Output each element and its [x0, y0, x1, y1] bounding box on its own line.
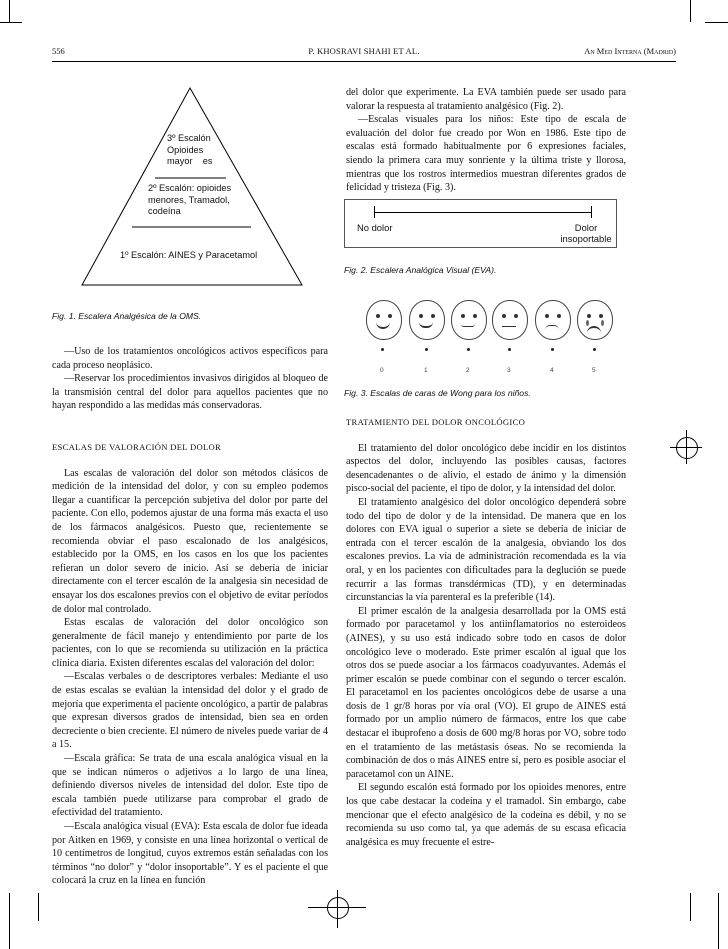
- vas-line: [374, 212, 592, 213]
- face-scale-dot: [381, 348, 384, 351]
- paragraph: Estas escalas de valoración del dolor oncológico son generalmente de fácil manejo y entendimiento por parte de los pacientes, con lo que se recomienda su utilización en la práctica clínica diaria. Existen diferentes escalas del valoración del dolor:: [52, 617, 328, 669]
- paragraph: El segundo escalón está formado por los opioides menores, entre los que cabe destacar la codeína y el tramadol. Sin embargo, cabe mencionar que el efecto analgésico de la codeína es débil, y no se recomienda su uso como tal, ya que además de su escasa eficacia analgésica es muy frecuente el estre-: [346, 782, 626, 848]
- figure-1-caption: Fig. 1. Escalera Analgésica de la OMS.: [52, 311, 202, 321]
- face-slightly-happy-icon: [451, 300, 487, 340]
- ladder-step-1-label: 1º Escalón: AINES y Paracetamol: [120, 250, 258, 260]
- face-scale-number: 0: [380, 367, 384, 374]
- face-scale-number: 5: [592, 367, 596, 374]
- crop-mark-top-right-h: [705, 22, 728, 23]
- face-scale-number: 4: [550, 367, 554, 374]
- face-happy-icon: [409, 300, 445, 340]
- face-scale-dot: [425, 348, 428, 351]
- crop-mark-top-left-v: [9, 0, 10, 22]
- paragraph: —Escala gráfica: Se trata de una escala analógica visual en la que se indican números o adjetivos a lo largo de una línea, definiendo diversos niveles de intensidad del dolor. Este tipo de escala también puede utilizarse para comprobar el grado de efectividad del tratamiento.: [52, 753, 328, 819]
- figure-2-caption: Fig. 2. Escalera Analógica Visual (EVA).: [344, 265, 497, 275]
- vas-label-no-pain: No dolor: [357, 222, 393, 233]
- face-scale-dot: [551, 348, 554, 351]
- figure-3-caption: Fig. 3. Escalas de caras de Wong para los niños.: [344, 388, 531, 398]
- face-scale-number: 1: [424, 367, 428, 374]
- face-scale-dot: [593, 348, 596, 351]
- crop-mark-bottom-right-v2: [718, 893, 719, 949]
- face-scale-number: 3: [507, 367, 511, 374]
- paragraph: del dolor que experimente. La EVA también puede ser usado para valorar la respuesta al tratamiento analgésico (Fig. 2).: [346, 87, 626, 112]
- paragraph: —Reservar los procedimientos invasivos dirigidos al bloqueo de la transmisión central del dolor para aquellos pacientes que no hayan respondido a las medidas más conservadoras.: [52, 373, 328, 412]
- right-column-bottom: [346, 416, 626, 849]
- registration-mark-right: [676, 437, 698, 459]
- paragraph: —Escalas verbales o de descriptores verbales: Mediante el uso de estas escalas se evalúan la intensidad del dolor y el grado de mejoría que experimenta el paciente oncológico, a partir de palabras que expresan diversos grados de intensidad, bien sea en orden decreciente o bien creciente. El número de niveles puede variar de 4 a 15.: [52, 671, 328, 751]
- face-scale-dot: [467, 348, 470, 351]
- registration-mark-bottom-v: [337, 890, 338, 928]
- paragraph: El primer escalón de la analgesia desarrollada por la OMS está formado por paracetamol y los antiinflamatorios no esteroideos (AINES), y su uso está indicado sobre todo en casos de dolor oncológico leve o moderado. Este primer escalón al igual que los otros dos se puede asociar a los fármacos coadyuvantes. Además el primer escalón se puede combinar con el segundo o tercer escalón. El paracetamol en los pacientes oncológicos debe de usarse a una dosis de 1 gr/8 horas por vía oral (VO). El grupo de AINES está formado por un amplio número de fármacos, entre los que cabe destacar el ibuprofeno a dosis de 600 mg/8 horas por VO, sobre todo en el tratamiento de las metástasis óseas. No se recomienda la combinación de dos o más AINES entre sí, pero es posible asociar el paracetamol con un AINE.: [346, 605, 626, 780]
- running-header: [52, 46, 676, 60]
- face-sad-icon: [535, 300, 571, 340]
- ladder-step-2-label: 2º Escalón: opioides menores, Tramadol, codeína: [148, 183, 232, 217]
- header-journal: An Med Interna (Madrid): [584, 46, 676, 56]
- left-column: [52, 345, 328, 888]
- header-authors: P. KHOSRAVI SHAHI ET AL.: [308, 46, 420, 56]
- section-heading-pain-scales: ESCALAS DE VALORACIÓN DEL DOLOR: [52, 441, 222, 452]
- registration-mark-bottom: [327, 897, 349, 919]
- face-very-happy-icon: [366, 300, 402, 340]
- crop-mark-bottom-left-v: [9, 893, 10, 949]
- registration-mark-right-v: [686, 430, 687, 464]
- face-neutral-icon: [492, 300, 528, 340]
- section-heading-cancer-pain-treatment: TRATAMIENTO DEL DOLOR ONCOLÓGICO: [346, 417, 526, 427]
- paragraph: El tratamiento analgésico del dolor oncológico dependerá sobre todo del tipo de dolor y de la intensidad. De manera que en los dolores con EVA igual o superior a siete se debería de iniciar de entrada con el tercer escalón de la analgesia, obviando los dos escalones previos. La vía de administración recomendada es la vía oral, y en los pacientes con dificultades para la deglución se puede recurrir a las formas transdérmicas (TD), y en determinadas circunstancias la vía parenteral es la preferible (14).: [346, 496, 626, 604]
- ladder-step-3-label: 3º Escalón Opioides mayor es: [167, 133, 213, 167]
- paragraph: El tratamiento del dolor oncológico debe incidir en los distintos aspectos del dolor, incluyendo las posibles causas, factores desencadenantes o de alivio, el estado de ánimo y la dimensión pisco-social del paciente, el tipo de dolor, y la intensidad del dolor.: [346, 442, 626, 495]
- face-crying-icon: [577, 300, 613, 340]
- vas-tick-left: [374, 206, 375, 218]
- face-scale-dot: [508, 348, 511, 351]
- crop-mark-top-left-h: [0, 22, 22, 23]
- paragraph: —Uso de los tratamientos oncológicos activos específicos para cada proceso neoplásico.: [52, 346, 328, 371]
- header-rule: [52, 61, 676, 62]
- crop-mark-bottom-left-v2: [38, 893, 39, 921]
- right-column-top: [346, 86, 626, 195]
- paragraph: —Escalas visuales para los niños: Este tipo de escala de evaluación del dolor fue creado por Won en 1986. Este tipo de escalas está formado habitualmente por 6 expresiones faciales, siendo la primera cara muy sonriente y la última triste y llorosa, mientras que los rostros intermedios muestran diferentes grados de felicidad y tristeza (Fig. 3).: [346, 114, 626, 194]
- paragraph: —Escala analógica visual (EVA): Esta escala de dolor fue ideada por Aitken en 1969, y consiste en una línea horizontal o vertical de 10 centímetros de longitud, cuyos extremos están señaladas con los términos “no dolor” y “dolor insoportable”. Y es el paciente el que colocará la cruz en la línea en función: [52, 821, 328, 887]
- crop-mark-bottom-right-v: [690, 893, 691, 921]
- face-scale-number: 2: [466, 367, 470, 374]
- paragraph: Las escalas de valoración del dolor son métodos clásicos de medición de la intensidad del dolor, y con su empleo podemos llegar a cuantificar la percepción subjetiva del dolor por parte del paciente. Con ello, podemos ajustar de una forma más exacta el uso de los fármacos analgésicos. Puesto que, recientemente se recomienda obviar el paso escalonado de los analgésicos, establecido por la OMS, en los casos en los que los pacientes refieran un dolor severo de inicio. Así se debería de iniciar directamente con el tercer escalón de la analgesia sin necesidad de ensayar los dos escalones previos con el objetivo de evitar períodos de dolor mal controlado.: [52, 467, 328, 615]
- crop-mark-top-right-v: [690, 0, 691, 22]
- page-number: 556: [52, 46, 65, 56]
- vas-label-unbearable-pain: Dolor insoportable: [560, 222, 612, 244]
- vas-tick-right: [591, 206, 592, 218]
